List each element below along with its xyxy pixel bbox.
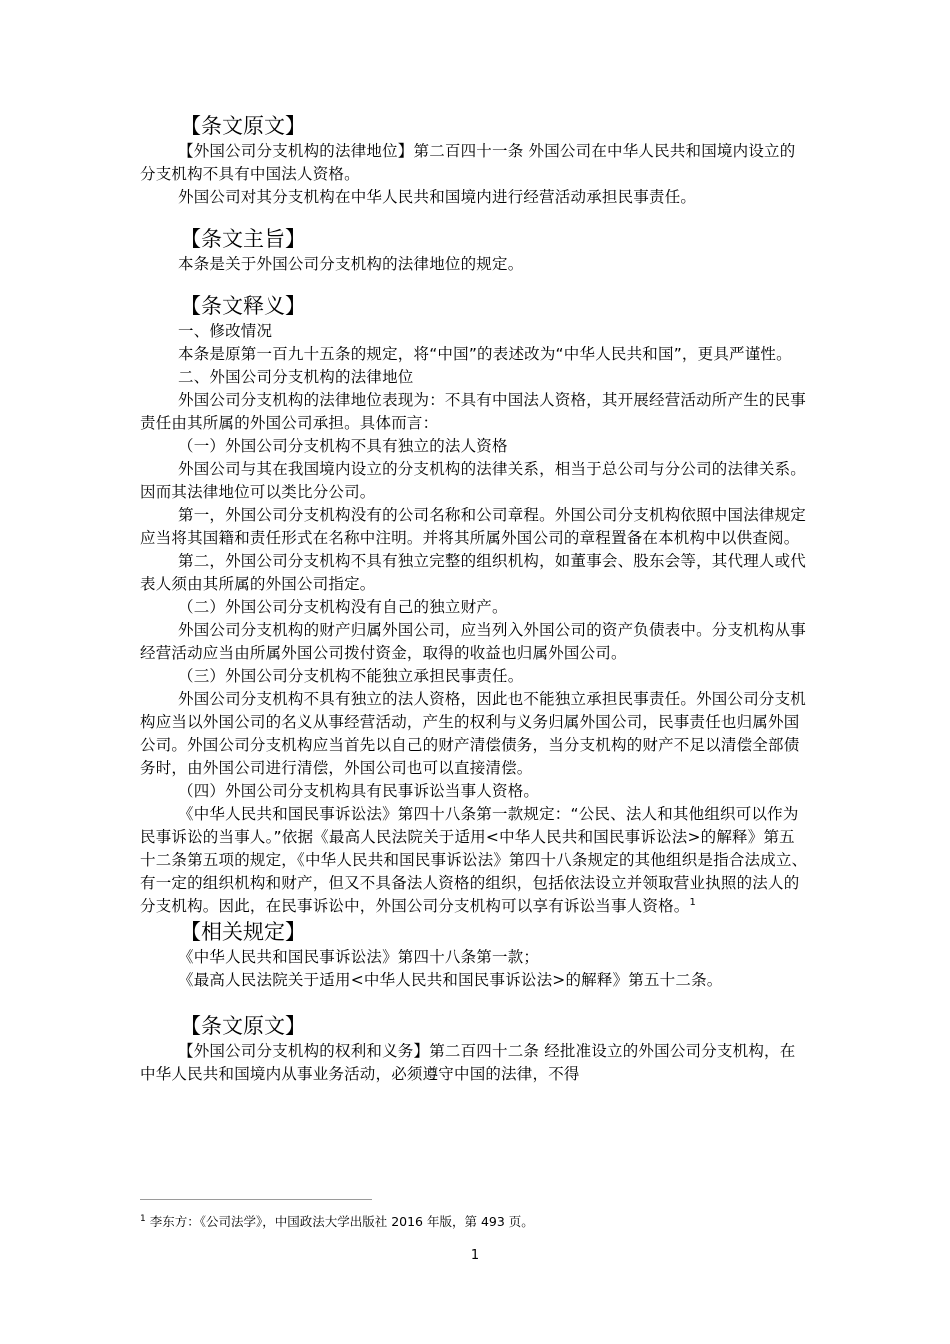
page-body [140, 112, 808, 1086]
interpretation-paragraph: 本条是原第一百九十五条的规定，将“中国”的表述改为“中华人民共和国”，更具严谨性。 [178, 345, 792, 363]
interpretation-paragraph: （一）外国公司分支机构不具有独立的法人资格 [178, 437, 508, 455]
interpretation-paragraph: 外国公司分支机构不具有独立的法人资格，因此也不能独立承担民事责任。外国公司分支机构应当以外国公司的名义从事经营活动，产生的权利与义务归属外国公司，民事责任也归属外国公司。外国公司分支机构应当首先以自己的财产清偿债务，当分支机构的财产不足以清偿全部债务时，由外国公司进行清偿，外国公司也可以直接清偿。 [140, 690, 807, 777]
interpretation-paragraph [140, 803, 808, 918]
footnote [140, 1210, 534, 1231]
section-heading-interpretation: 【条文释义】 [180, 294, 306, 318]
purpose-text: 本条是关于外国公司分支机构的法律地位的规定。 [178, 255, 524, 273]
interpretation-paragraph: （四）外国公司分支机构具有民事诉讼当事人资格。 [178, 782, 540, 800]
interpretation-paragraph: 一、修改情况 [178, 322, 273, 340]
interpretation-paragraph: 第一，外国公司分支机构没有的公司名称和公司章程。外国公司分支机构依照中国法律规定应当将其国籍和责任形式在名称中注明。并将其所属外国公司的章程置备在本机构中以供查阅。 [140, 506, 807, 547]
article-text: 外国公司对其分支机构在中华人民共和国境内进行经营活动承担民事责任。 [178, 188, 697, 206]
interpretation-paragraph: 外国公司分支机构的财产归属外国公司，应当列入外国公司的资产负债表中。分支机构从事经营活动应当由所属外国公司拨付资金，取得的收益也归属外国公司。 [140, 621, 807, 662]
section-heading-original-text-2: 【条文原文】 [180, 1014, 306, 1038]
footnote-reference[interactable]: 1 [689, 896, 697, 908]
interpretation-paragraph: 外国公司与其在我国境内设立的分支机构的法律关系，相当于总公司与分公司的法律关系。因而其法律地位可以类比分公司。 [140, 460, 807, 501]
footnote-separator [140, 1199, 372, 1200]
interpretation-paragraph: （二）外国公司分支机构没有自己的独立财产。 [178, 598, 508, 616]
interpretation-paragraph: 外国公司分支机构的法律地位表现为：不具有中国法人资格，其开展经营活动所产生的民事责任由其所属的外国公司承担。具体而言： [140, 391, 807, 432]
related-provision: 《最高人民法院关于适用<中华人民共和国民事诉讼法>的解释》第五十二条。 [178, 971, 723, 989]
interpretation-paragraph: 二、外国公司分支机构的法律地位 [178, 368, 414, 386]
related-provision: 《中华人民共和国民事诉讼法》第四十八条第一款； [178, 948, 540, 966]
page-number: 1 [470, 1248, 480, 1263]
article-text: 【外国公司分支机构的权利和义务】第二百四十二条 经批准设立的外国公司分支机构，在中华人民共和国境内从事业务活动，必须遵守中国的法律，不得 [140, 1042, 796, 1083]
section-heading-related: 【相关规定】 [180, 920, 306, 944]
interpretation-text: 《中华人民共和国民事诉讼法》第四十八条第一款规定：“公民、法人和其他组织可以作为民事诉讼的当事人。”依据《最高人民法院关于适用<中华人民共和国民事诉讼法>的解释》第五十二条第五项的规定，《中华人民共和国民事诉讼法》第四十八条规定的其他组织是指合法成立、有一定的组织机构和财产，但又不具备法人资格的组织，包括依法设立并领取营业执照的法人的分支机构。因此，在民事诉讼中，外国公司分支机构可以享有诉讼当事人资格。 [140, 805, 808, 915]
section-heading-original-text: 【条文原文】 [180, 114, 306, 138]
section-heading-purpose: 【条文主旨】 [180, 227, 306, 251]
interpretation-paragraph: （三）外国公司分支机构不能独立承担民事责任。 [178, 667, 524, 685]
article-text: 【外国公司分支机构的法律地位】第二百四十一条 外国公司在中华人民共和国境内设立的分支机构不具有中国法人资格。 [140, 142, 796, 183]
footnote-mark: 1 [140, 1214, 146, 1224]
interpretation-paragraph: 第二，外国公司分支机构不具有独立完整的组织机构，如董事会、股东会等，其代理人或代表人须由其所属的外国公司指定。 [140, 552, 807, 593]
footnote-text: 李东方：《公司法学》，中国政法大学出版社 2016 年版，第 493 页。 [149, 1214, 534, 1230]
